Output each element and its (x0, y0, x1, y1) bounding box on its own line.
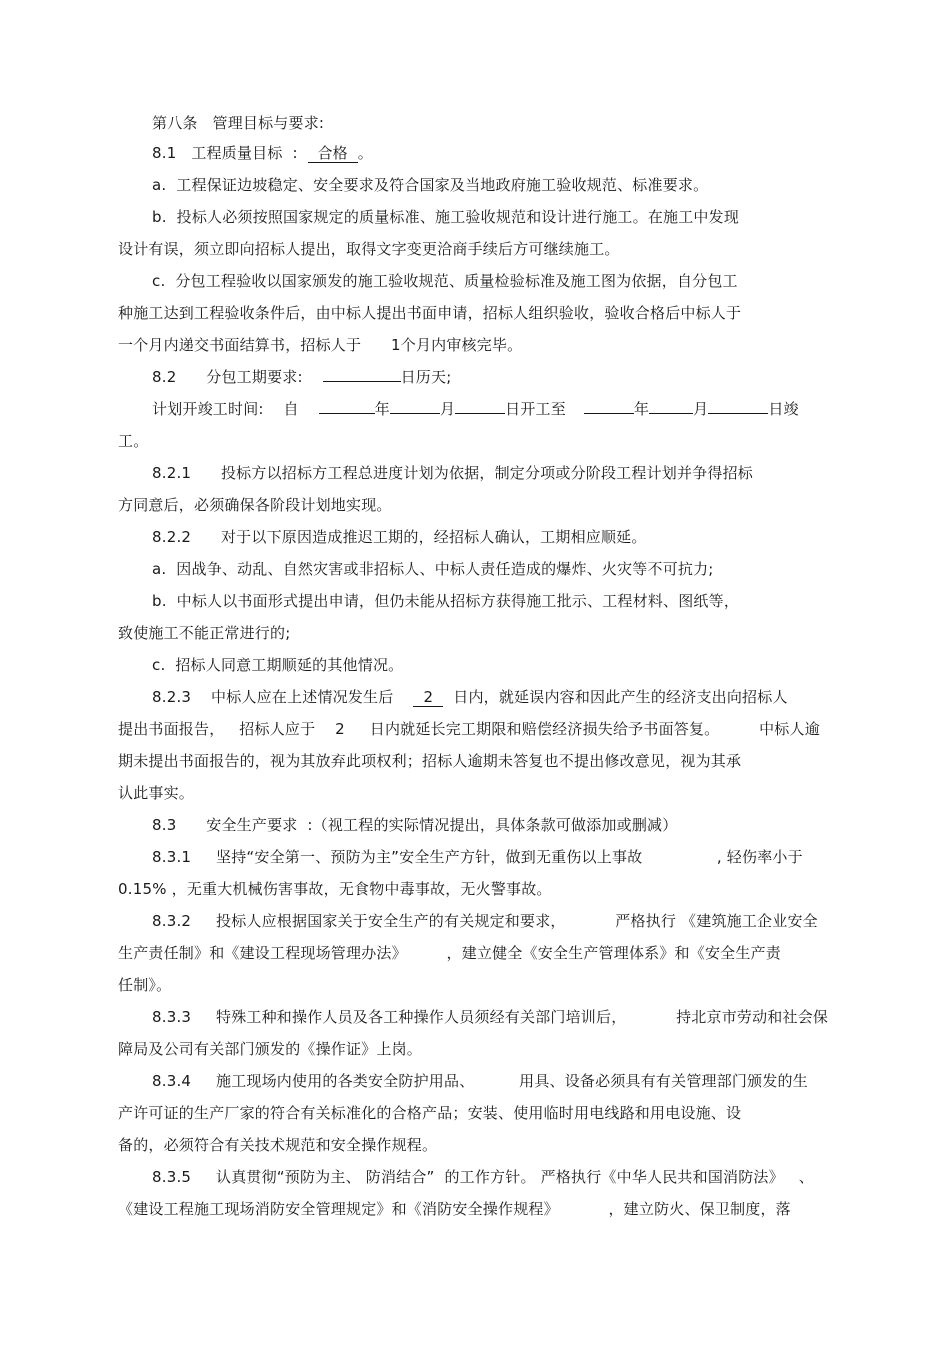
schedule-line (152, 399, 799, 419)
section-heading: 第八条 管理目标与要求: (152, 114, 325, 132)
month-label: 月 (693, 400, 709, 418)
quality-target-value: 合格 (308, 144, 358, 163)
clause-text: 工。 (118, 432, 149, 450)
clause-text: 8.2.1 投标方以招标方工程总进度计划为依据，制定分项或分阶段工程计划并争得招标 (152, 464, 753, 482)
clause-text: 任制》。 (118, 976, 172, 994)
clause-text: c. 分包工程验收以国家颁发的施工验收规范、质量检验标准及施工图为依据，自分包工 (152, 272, 738, 290)
start-month-blank (390, 413, 440, 414)
quality-target-suffix: 。 (357, 144, 373, 162)
clause-text: 提出书面报告， 招标人应于 2 日内就延长完工期限和赔偿经济损失给予书面答复。 中标人逾 (118, 720, 820, 738)
month-label: 月 (439, 400, 456, 418)
clause-text: 8.3.2 投标人应根据国家关于安全生产的有关规定和要求， 严格执行 《建筑施工企业安全 (152, 912, 818, 930)
clause-text: 生产责任制》和《建设工程现场管理办法》 ，建立健全《安全生产管理体系》和《安全生产责 (118, 944, 781, 962)
end-label: 日竣 (768, 400, 799, 418)
quality-target-line (152, 143, 373, 163)
clause-text: b. 投标人必须按照国家规定的质量标准、施工验收规范和设计进行施工。在施工中发现 (152, 208, 740, 226)
clause-text: 种施工达到工程验收条件后，由中标人提出书面申请，招标人组织验收，验收合格后中标人于 (118, 304, 742, 322)
year-label: 年 (633, 400, 650, 418)
start-year-blank (319, 413, 375, 414)
schedule-label: 计划开竣工时间: 自 (152, 400, 299, 418)
clause-text: 期未提出书面报告的，视为其放弃此项权利；招标人逾期未答复也不提出修改意见，视为其承 (118, 752, 742, 770)
clause-text: 方同意后，必须确保各阶段计划地实现。 (118, 496, 392, 514)
clause-text: 致使施工不能正常进行的; (118, 624, 291, 642)
report-days-value: 2 (413, 688, 443, 707)
clause-text: b. 中标人以书面形式提出申请，但仍未能从招标方获得施工批示、工程材料、图纸等， (152, 592, 740, 610)
clause-text: 8.3.5 认真贯彻“预防为主、 防消结合” 的工作方针。 严格执行《中华人民共和国消防法》 、 (152, 1168, 814, 1186)
delay-report-text: 日内，就延误内容和因此产生的经济支出向招标人 (453, 688, 788, 706)
clause-text: 8.2.2 对于以下原因造成推迟工期的，经招标人确认，工期相应顺延。 (152, 528, 647, 546)
start-label: 日开工至 (505, 400, 566, 418)
end-year-blank (584, 413, 634, 414)
end-day-blank (708, 413, 768, 414)
clause-text: 认此事实。 (118, 784, 195, 802)
duration-suffix: 日历天; (400, 368, 452, 386)
clause-text: 8.3.1 坚持“安全第一、预防为主”安全生产方针，做到无重伤以上事故 , 轻伤率小于 (152, 848, 803, 866)
clause-text: 8.3.3 特殊工种和操作人员及各工种操作人员须经有关部门培训后， 持北京市劳动和社会保 (152, 1008, 829, 1026)
clause-text: c. 招标人同意工期顺延的其他情况。 (152, 656, 404, 674)
year-label: 年 (374, 400, 390, 418)
clause-text: 8.3 安全生产要求 :（视工程的实际情况提出，具体条款可做添加或删减） (152, 816, 678, 834)
clause-text: 一个月内递交书面结算书，招标人于 1个月内审核完毕。 (118, 336, 523, 354)
clause-text: a. 因战争、动乱、自然灾害或非招标人、中标人责任造成的爆炸、火灾等不可抗力; (152, 560, 714, 578)
clause-text: 备的，必须符合有关技术规范和安全操作规程。 (118, 1136, 438, 1154)
clause-text: a. 工程保证边坡稳定、安全要求及符合国家及当地政府施工验收规范、标准要求。 (152, 176, 709, 194)
delay-report-label: 8.2.3 中标人应在上述情况发生后 (152, 688, 414, 706)
quality-target-label: 8.1 工程质量目标 : (152, 144, 308, 162)
duration-line (152, 367, 451, 387)
start-day-blank (455, 413, 505, 414)
clause-text: 产许可证的生产厂家的符合有关标准化的合格产品；安装、使用临时用电线路和用电设施、设 (118, 1104, 742, 1122)
clause-text: 障局及公司有关部门颁发的《操作证》上岗。 (118, 1040, 423, 1058)
clause-text: 设计有误，须立即向招标人提出，取得文字变更洽商手续后方可继续施工。 (118, 240, 620, 258)
end-month-blank (649, 413, 693, 414)
clause-text: 《建设工程施工现场消防安全管理规定》和《消防安全操作规程》 ，建立防火、保卫制度，落 (118, 1200, 791, 1218)
duration-label: 8.2 分包工期要求: (152, 368, 323, 386)
duration-blank (323, 381, 401, 382)
clause-text: 8.3.4 施工现场内使用的各类安全防护用品、 用具、设备必须具有有关管理部门颁发的生 (152, 1072, 808, 1090)
delay-report-line (152, 687, 788, 707)
clause-text: 0.15% ，无重大机械伤害事故，无食物中毒事故，无火警事故。 (118, 880, 552, 898)
